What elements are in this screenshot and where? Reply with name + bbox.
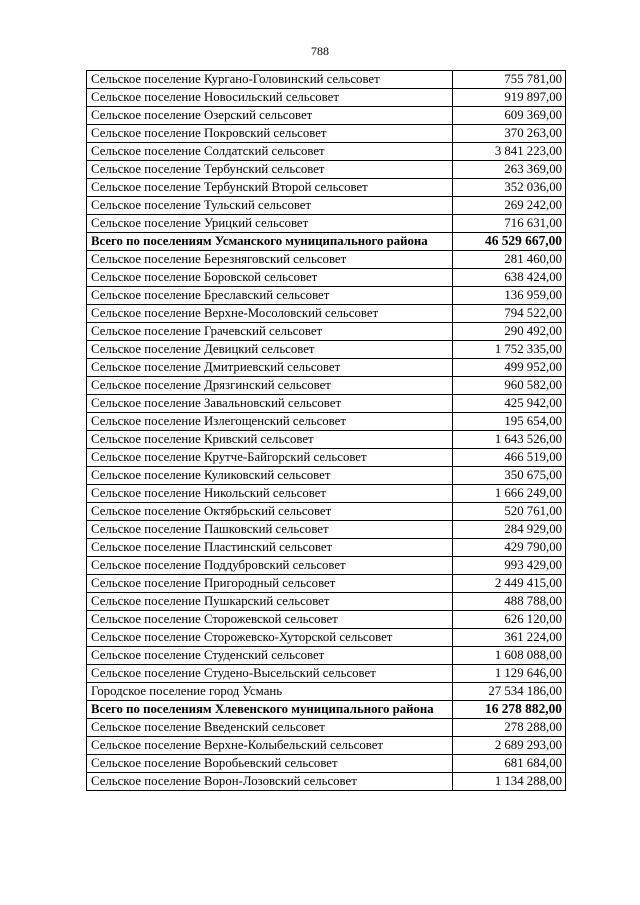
settlement-name: Сельское поселение Завальновский сельсовет: [87, 395, 453, 413]
settlement-name: Сельское поселение Новосильский сельсовет: [87, 89, 453, 107]
settlement-name: Сельское поселение Никольский сельсовет: [87, 485, 453, 503]
settlement-name: Сельское поселение Пушкарский сельсовет: [87, 593, 453, 611]
table-row: [87, 269, 566, 287]
settlement-name: Сельское поселение Боровской сельсовет: [87, 269, 453, 287]
settlement-name: Сельское поселение Верхне-Мосоловский сельсовет: [87, 305, 453, 323]
table-row: [87, 251, 566, 269]
settlement-name: Сельское поселение Тульский сельсовет: [87, 197, 453, 215]
settlement-name: Сельское поселение Девицкий сельсовет: [87, 341, 453, 359]
amount-value: 1 752 335,00: [453, 341, 566, 359]
amount-value: 425 942,00: [453, 395, 566, 413]
table-row: [87, 521, 566, 539]
amount-value: 136 959,00: [453, 287, 566, 305]
settlement-name: Городское поселение город Усмань: [87, 683, 453, 701]
settlement-name: Сельское поселение Поддубровский сельсовет: [87, 557, 453, 575]
amount-value: 2 449 415,00: [453, 575, 566, 593]
settlement-name: Сельское поселение Дмитриевский сельсовет: [87, 359, 453, 377]
settlement-name: Сельское поселение Пашковский сельсовет: [87, 521, 453, 539]
settlement-name: Сельское поселение Кривский сельсовет: [87, 431, 453, 449]
amount-value: 960 582,00: [453, 377, 566, 395]
amount-value: 1 129 646,00: [453, 665, 566, 683]
amount-value: 919 897,00: [453, 89, 566, 107]
amount-value: 350 675,00: [453, 467, 566, 485]
amount-value: 681 684,00: [453, 755, 566, 773]
amount-value: 269 242,00: [453, 197, 566, 215]
total-amount: 46 529 667,00: [453, 233, 566, 251]
amount-value: 278 288,00: [453, 719, 566, 737]
table-row: [87, 503, 566, 521]
amount-value: 263 369,00: [453, 161, 566, 179]
settlement-name: Сельское поселение Урицкий сельсовет: [87, 215, 453, 233]
table-row: [87, 359, 566, 377]
total-label: Всего по поселениям Усманского муниципального района: [87, 233, 453, 251]
table-row: [87, 71, 566, 89]
page-number: 788: [311, 44, 329, 58]
amount-value: 520 761,00: [453, 503, 566, 521]
amount-value: 1 643 526,00: [453, 431, 566, 449]
total-row: [87, 233, 566, 251]
table-row: [87, 323, 566, 341]
total-label: Всего по поселениям Хлевенского муниципального района: [87, 701, 453, 719]
settlement-name: Сельское поселение Сторожевской сельсовет: [87, 611, 453, 629]
table-row: [87, 413, 566, 431]
table-row: [87, 215, 566, 233]
amount-value: 361 224,00: [453, 629, 566, 647]
amount-value: 638 424,00: [453, 269, 566, 287]
table-row: [87, 755, 566, 773]
settlement-name: Сельское поселение Озерский сельсовет: [87, 107, 453, 125]
settlement-name: Сельское поселение Ворон-Лозовский сельсовет: [87, 773, 453, 791]
table-body: [87, 71, 566, 791]
table-row: [87, 683, 566, 701]
table-row: [87, 143, 566, 161]
settlement-name: Сельское поселение Пластинский сельсовет: [87, 539, 453, 557]
table-row: [87, 305, 566, 323]
table-row: [87, 341, 566, 359]
amount-value: 290 492,00: [453, 323, 566, 341]
settlement-name: Сельское поселение Воробьевский сельсовет: [87, 755, 453, 773]
table-row: [87, 179, 566, 197]
settlement-name: Сельское поселение Студено-Высельский сельсовет: [87, 665, 453, 683]
table-row: [87, 575, 566, 593]
settlement-name: Сельское поселение Октябрьский сельсовет: [87, 503, 453, 521]
table-row: [87, 107, 566, 125]
settlement-name: Сельское поселение Студенский сельсовет: [87, 647, 453, 665]
table-row: [87, 665, 566, 683]
amount-value: 499 952,00: [453, 359, 566, 377]
table-row: [87, 773, 566, 791]
table-row: [87, 89, 566, 107]
settlement-name: Сельское поселение Грачевский сельсовет: [87, 323, 453, 341]
amount-value: 284 929,00: [453, 521, 566, 539]
table-row: [87, 539, 566, 557]
settlement-name: Сельское поселение Куликовский сельсовет: [87, 467, 453, 485]
settlement-name: Сельское поселение Солдатский сельсовет: [87, 143, 453, 161]
table-row: [87, 647, 566, 665]
settlement-name: Сельское поселение Верхне-Колыбельский сельсовет: [87, 737, 453, 755]
amount-value: 370 263,00: [453, 125, 566, 143]
table-row: [87, 377, 566, 395]
total-amount: 16 278 882,00: [453, 701, 566, 719]
settlement-name: Сельское поселение Крутче-Байгорский сельсовет: [87, 449, 453, 467]
amount-value: 794 522,00: [453, 305, 566, 323]
settlement-name: Сельское поселение Излегощенский сельсовет: [87, 413, 453, 431]
table-row: [87, 593, 566, 611]
table-row: [87, 431, 566, 449]
amount-value: 281 460,00: [453, 251, 566, 269]
amount-value: 1 608 088,00: [453, 647, 566, 665]
settlement-name: Сельское поселение Тербунский Второй сельсовет: [87, 179, 453, 197]
table-row: [87, 485, 566, 503]
amount-value: 1 666 249,00: [453, 485, 566, 503]
amount-value: 429 790,00: [453, 539, 566, 557]
amount-value: 609 369,00: [453, 107, 566, 125]
table-row: [87, 611, 566, 629]
amount-value: 2 689 293,00: [453, 737, 566, 755]
settlement-name: Сельское поселение Пригородный сельсовет: [87, 575, 453, 593]
amount-value: 755 781,00: [453, 71, 566, 89]
table-row: [87, 125, 566, 143]
settlement-name: Сельское поселение Введенский сельсовет: [87, 719, 453, 737]
table-row: [87, 395, 566, 413]
table-row: [87, 161, 566, 179]
amount-value: 1 134 288,00: [453, 773, 566, 791]
amount-value: 195 654,00: [453, 413, 566, 431]
settlement-name: Сельское поселение Сторожевско-Хуторской сельсовет: [87, 629, 453, 647]
table-row: [87, 197, 566, 215]
settlement-name: Сельское поселение Покровский сельсовет: [87, 125, 453, 143]
amount-value: 716 631,00: [453, 215, 566, 233]
settlement-name: Сельское поселение Кургано-Головинский сельсовет: [87, 71, 453, 89]
total-row: [87, 701, 566, 719]
settlement-name: Сельское поселение Березняговский сельсовет: [87, 251, 453, 269]
table-row: [87, 287, 566, 305]
amount-value: 626 120,00: [453, 611, 566, 629]
table-row: [87, 719, 566, 737]
amount-value: 488 788,00: [453, 593, 566, 611]
amount-value: 466 519,00: [453, 449, 566, 467]
table-row: [87, 737, 566, 755]
settlement-name: Сельское поселение Тербунский сельсовет: [87, 161, 453, 179]
amount-value: 352 036,00: [453, 179, 566, 197]
allocation-table: [86, 70, 566, 791]
amount-value: 27 534 186,00: [453, 683, 566, 701]
settlement-name: Сельское поселение Бреславский сельсовет: [87, 287, 453, 305]
settlement-name: Сельское поселение Дрязгинский сельсовет: [87, 377, 453, 395]
table-row: [87, 467, 566, 485]
table-row: [87, 557, 566, 575]
table-row: [87, 629, 566, 647]
table-row: [87, 449, 566, 467]
amount-value: 993 429,00: [453, 557, 566, 575]
amount-value: 3 841 223,00: [453, 143, 566, 161]
